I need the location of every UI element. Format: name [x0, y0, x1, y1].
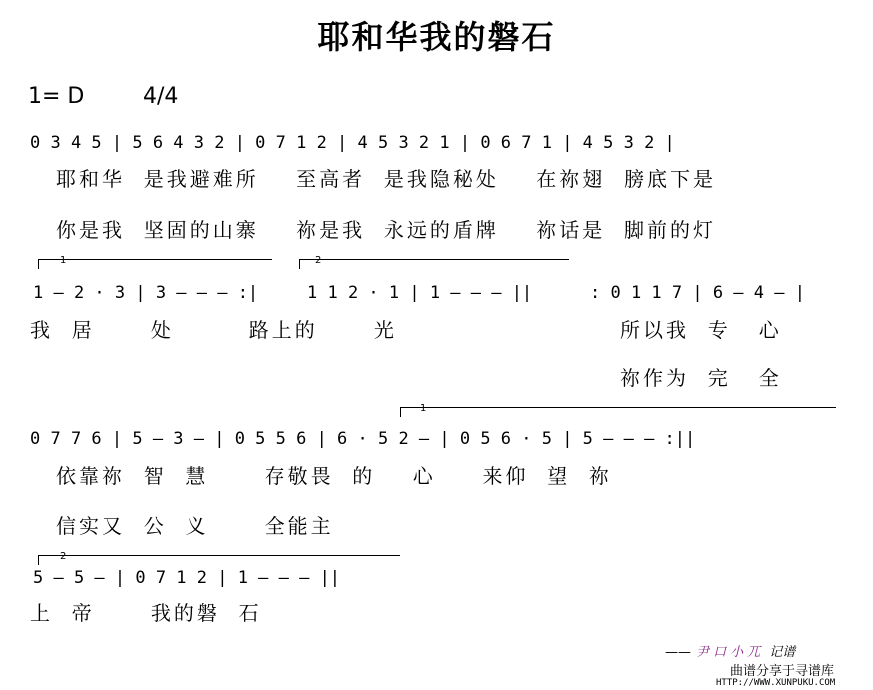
credit-dash: —— — [665, 645, 691, 660]
system3-lyric2: 信实又 公 义 全能主 — [56, 514, 334, 538]
page-title: 耶和华我的磐石 — [317, 18, 556, 56]
system1-lyric1: 耶和华 是我避难所 至高者 是我隐秘处 在祢翅 膀底下是 — [56, 167, 717, 191]
system4-volta2-line — [38, 555, 400, 556]
site-text: 曲谱分享于寻谱库 — [730, 664, 835, 679]
credit-line — [665, 641, 795, 660]
volta2-number: 2 — [315, 255, 322, 266]
system4-volta2-hook — [38, 555, 39, 565]
volta1-line — [38, 259, 272, 260]
volta2-hook — [299, 259, 300, 269]
system2-notes-ending2: 1 1 2 · 1 | 1 – – – || — [307, 283, 533, 303]
system1-lyric2: 你是我 坚固的山寨 祢是我 永远的盾牌 祢话是 脚前的灯 — [56, 218, 717, 242]
system3-volta1-line — [400, 407, 836, 408]
system3-volta1-number: 1 — [420, 403, 427, 414]
system2-lyric1b: 所以我 专 心 — [620, 318, 782, 342]
system2-lyric1: 我 居 处 路上的 光 — [30, 318, 397, 342]
system1-notes: 0 3 4 5 | 5 6 4 3 2 | 0 7 1 2 | 4 5 3 2 1 | 0 6 7 1 | 4 5 3 2 | — [30, 133, 675, 153]
volta1-hook — [38, 259, 39, 269]
system4-volta2-number: 2 — [60, 551, 67, 562]
system2-notes-ending1: 1 – 2 · 3 | 3 – – – :| — [33, 283, 259, 303]
system4-lyric1: 上 帝 我的磐 石 — [30, 601, 262, 625]
system4-notes: 5 – 5 – | 0 7 1 2 | 1 – – – || — [33, 568, 341, 588]
time-signature: 4/4 — [143, 84, 179, 109]
system3-volta1-hook — [400, 407, 401, 417]
site-url: HTTP://WWW.XUNPUKU.COM — [716, 678, 836, 688]
system3-notes: 0 7 7 6 | 5 – 3 – | 0 5 5 6 | 6 · 5 2 – | 0 5 6 · 5 | 5 – – – :|| — [30, 429, 696, 449]
key-signature: 1= D — [28, 84, 85, 109]
credit-name: 尹口小兀 — [696, 645, 765, 660]
system2-lyric2b: 祢作为 完 全 — [620, 366, 782, 390]
system2-notes-bridge: : 0 1 1 7 | 6 – 4 – | — [590, 283, 805, 303]
volta1-number: 1 — [60, 255, 67, 266]
credit-suffix: 记谱 — [769, 645, 796, 660]
system3-lyric1: 依靠祢 智 慧 存敬畏 的 心 来仰 望 祢 — [56, 464, 612, 488]
volta2-line — [299, 259, 569, 260]
